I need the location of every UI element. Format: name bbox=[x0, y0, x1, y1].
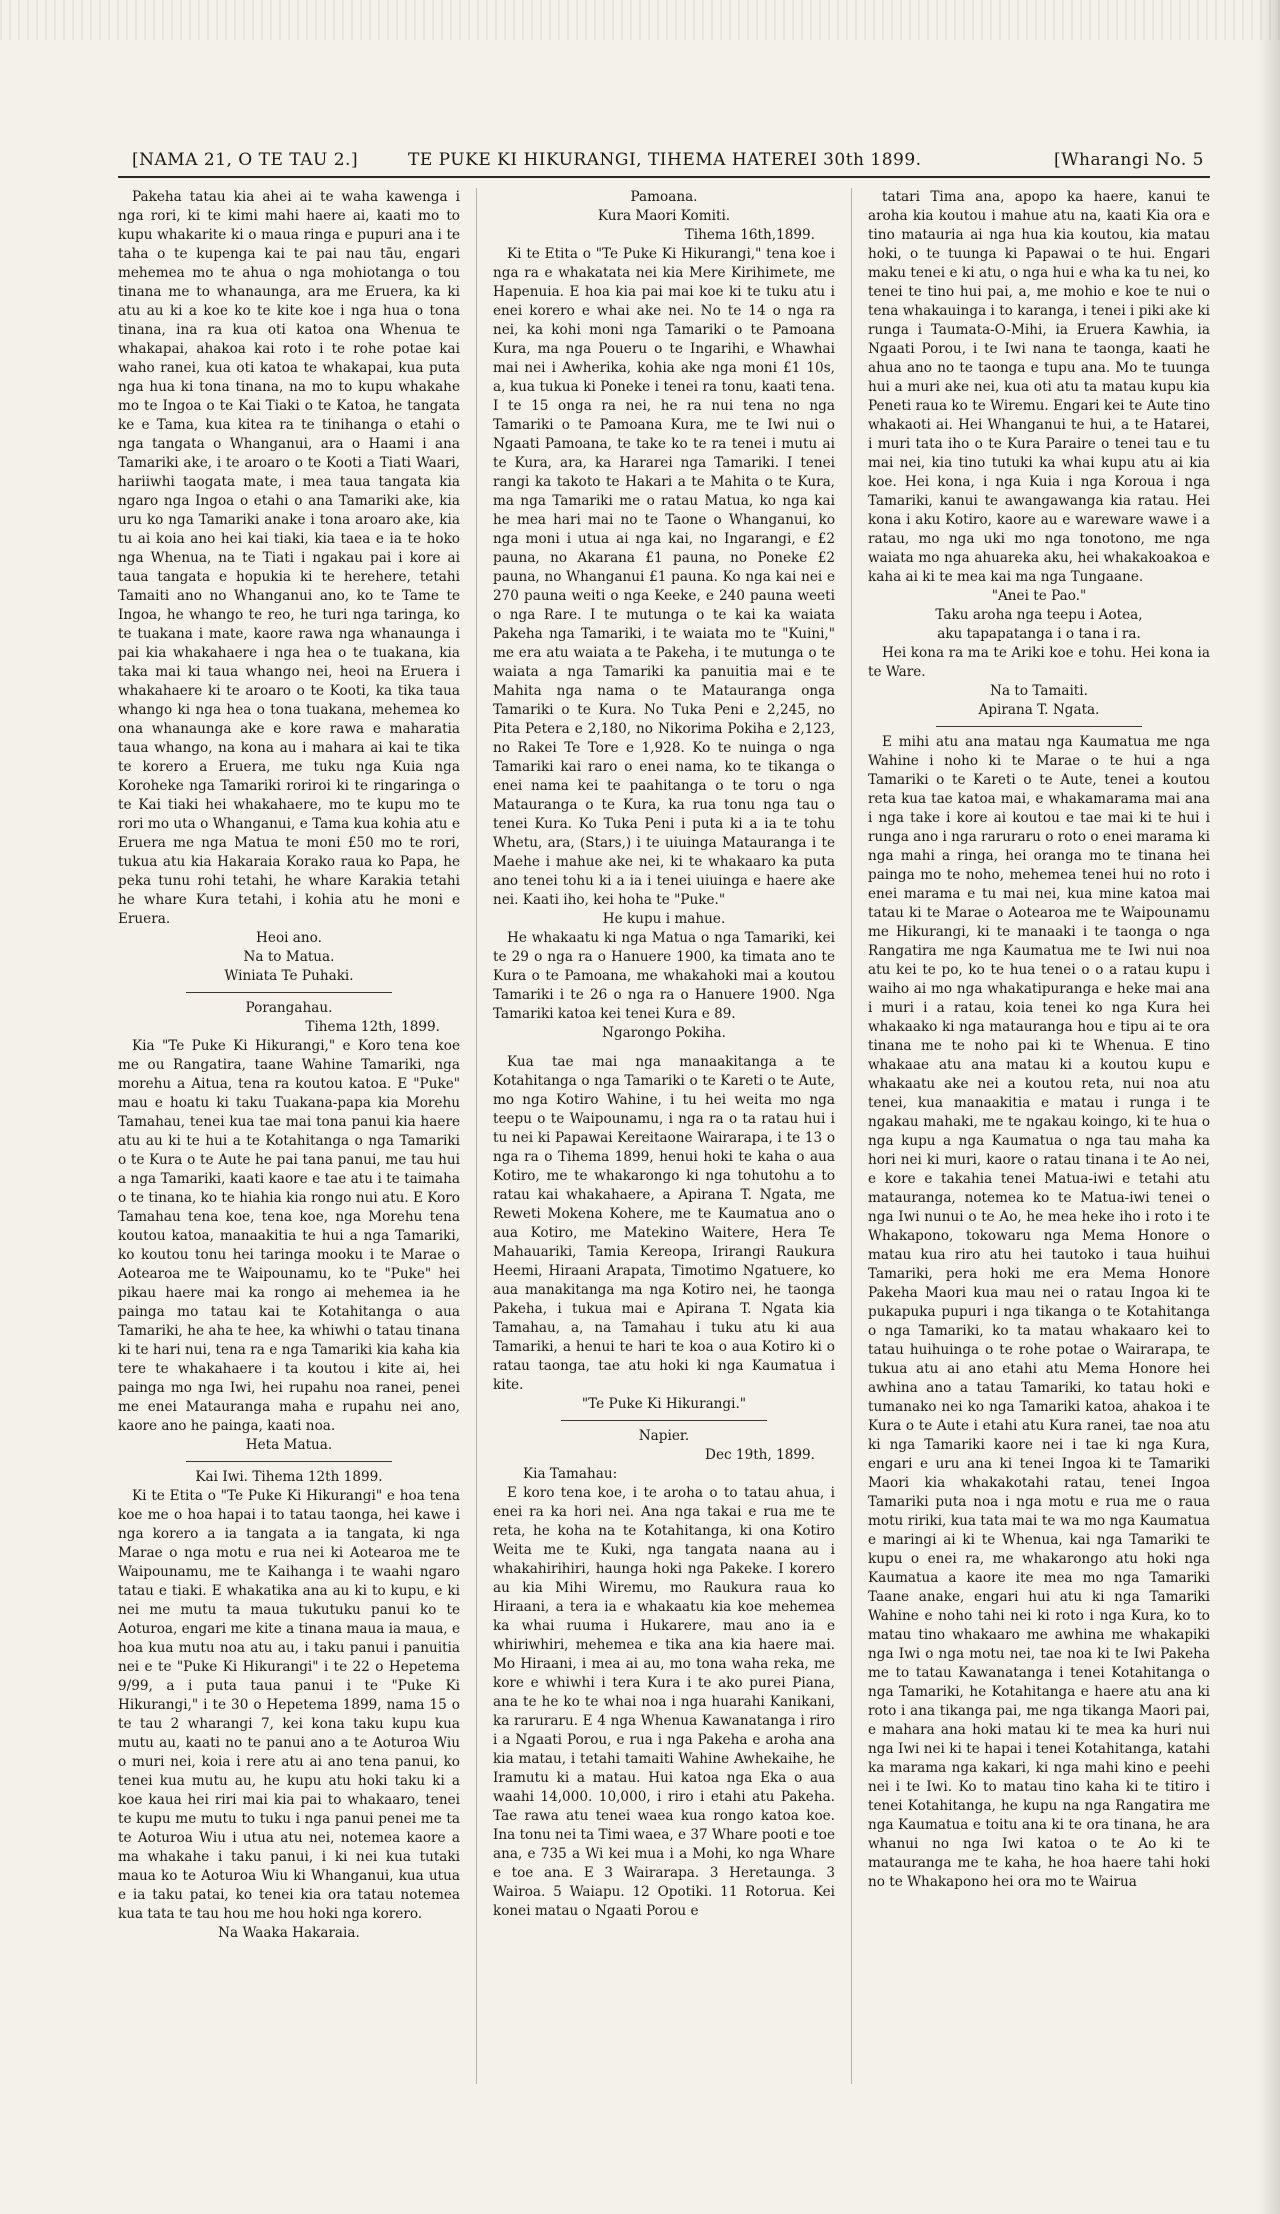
page-number: [Wharangi No. 5 bbox=[1053, 150, 1204, 170]
signoff: Na to Tamaiti. bbox=[990, 683, 1088, 699]
letter-heading: Pamoana. bbox=[630, 189, 698, 205]
page-edge-shadow bbox=[1258, 0, 1280, 2214]
letter-paragraph: Hei kona ra ma te Ariki koe e tohu. Hei kona ia te Ware. bbox=[868, 645, 1210, 680]
letter-heading: Napier. bbox=[638, 1428, 690, 1444]
letter-paragraph: He whakaatu ki nga Matua o nga Tamariki, kei te 29 o nga ra o Hanuere 1900, ka timata ano te Kura o te Pamoana, me whakahoki mai a koutou Tamariki i te 26 o nga ra o Hanuere 1900. Nga Tamariki katoa kei tenei Kura e 89. bbox=[493, 930, 835, 1022]
column-3 bbox=[868, 188, 1210, 2084]
divider-rule bbox=[186, 992, 391, 993]
signature: "Te Puke Ki Hikurangi." bbox=[581, 1396, 747, 1412]
column-1 bbox=[118, 188, 460, 2084]
signature: Na Waaka Hakaraia. bbox=[218, 1925, 360, 1941]
letter-heading: Kai Iwi. Tihema 12th 1899. bbox=[195, 1469, 383, 1485]
column-2 bbox=[493, 188, 835, 2084]
song-line: Taku aroha nga teepu i Aotea, bbox=[935, 607, 1143, 623]
signature: Heta Matua. bbox=[245, 1437, 333, 1453]
signoff: Na to Matua. bbox=[243, 949, 335, 965]
salutation: Kia Tamahau: bbox=[523, 1466, 618, 1482]
signoff: Heoi ano. bbox=[256, 930, 322, 946]
letter-paragraph: Ki te Etita o "Te Puke Ki Hikurangi" e hoa tena koe me o hoa hapai i to tatau taonga, hei kawe i nga korero a ia tangata a ia tangata, ki nga Marae o nga motu e rua nei ki Aotearoa me te Waipounamu, me te Kaihanga i te waahi ngaro tatau e tiaki. E whakatika ana au ki to kupu, e ki nei me mutu ta maua tukutuku panui ko te Aoturoa, engari me kite a tinana maua ia maua, e hoa kua mutu noa atu au, i taku panui i panuitia nei e te "Puke Ki Hikurangi" i te 22 o Hepetema 9/99, a i puta taua panui i te "Puke Ki Hikurangi," i te 30 o Hepetema 1899, nama 15 o te tau 2 wharangi 7, kei kona taku kupu kua mutu au, kaati no te panui ano a te Aoturoa Wiu o muri nei, koia i rere atu ai ano tena panui, ko tenei kua mutu au, he kupu atu hoki taku ki a koe kaua hei riri mai kia pai to whakaaro, tenei te kupu me mutu to tuku i nga panui penei me ta te Aoturoa Wiu i utua atu nei, notemea kaore a ma whakahe i taku panui, i ki nei kua tutaki maua ko te Aoturoa Wiu ki Whanganui, kua utua e ia taku patai, ko tenei kia ora tatau notemea kua tata te tau hou me hou hoki nga korero. bbox=[118, 1488, 460, 1922]
letter-date: Dec 19th, 1899. bbox=[705, 1447, 815, 1463]
letter-heading: Porangahau. bbox=[245, 1000, 333, 1016]
page-header bbox=[118, 146, 1210, 178]
letter-paragraph: Kia "Te Puke Ki Hikurangi," e Koro tena koe me ou Rangatira, taane Wahine Tamariki, nga morehu a Aitua, tena ra koutou katoa. E "Puke" mau e hoatu ki taku Tuakana-papa kia Morehu Tamahau, tenei kua tae mai tona panui kia haere atu au ki te hui a te Kotahitanga o nga Tamariki o te Kura o te Aute he pai tana panui, me tau hui a nga Tamariki, kaati kaore e tae atu i te taimaha o te tinana, ko te hiahia kia rongo nui atu. E Koro Tamahau tena koe, tena koe, nga Morehu tena koutou katoa, manaakitia te hui a nga Tamariki, ko koutou tonu hei taringa mooku i te Marae o Aotearoa me te Waipounamu, ko te "Puke" hei pikau haere mai ka rongo ai mehemea ia he painga mo tatau kai te Kotahitanga o aua Tamariki, he aha te hee, ka whiwhi o tatau tinana ki te hari nui, tena ra e nga Tamariki kia kaha kia tere te whakahaere i ta koutou i kite ai, hei painga mo nga Iwi, hei rupahu noa ranei, penei me enei Matauranga maha e rupahu nei ano, kaore ano he painga, kaati noa. bbox=[118, 1038, 460, 1434]
column-divider bbox=[851, 188, 852, 2084]
masthead-title: TE PUKE KI HIKURANGI, TIHEMA HATEREI 30th 1899. bbox=[408, 150, 922, 170]
issue-number: [NAMA 21, O TE TAU 2.] bbox=[132, 150, 359, 170]
letter-subheading: Kura Maori Komiti. bbox=[597, 208, 731, 224]
letter-paragraph: Pakeha tatau kia ahei ai te waha kawenga i nga rori, ki te kimi mahi haere ai, kaati mo to kupu whakarite ki o maua ringa e pupuri ana i te taha o te kupenga kai te pai nau tāu, engari mehemea mo te ahua o nga mohiotanga o tou tinana me to whanaunga, ara me Eruera, ka ki atu au ki a koe ko te kite koe i nga hua o tona tinana, ina ra kua oti katoa ona Whenua te whakapai, ahakoa kai roto i te rohe potae kai waho ranei, kua oti katoa te whakapai, kua puta nga hua ki tona tinana, na mo to kupu whakahe mo te Ingoa o te Kai Tiaki o te Katoa, he tangata ke e Tama, kua kitea ra te tinihanga o etahi o nga tangata o Whanganui, ara o Haami i ana Tamariki ake, i te aroaro o te Kooti a Tiati Waari, hariiwhi taogata mate, i mea taua tangata kia ngaro nga Ingoa o etahi o ana Tamariki ake, kia uru ko nga Tamariki anake i tona aroaro ake, kia tu ai koia ano hei kai tiaki, kia taea e ia te hoko nga Whenua, na te Tiati i ngakau pai i kore ai taua tangata e hopukia ki te herehere, tetahi Tamaiti ano no Whanganui ano, ko te Tame te Ingoa, he whango te reo, he turi nga taringa, ko te tuakana i mate, kaore rawa nga whanaunga i pai kia whakahaere i nga hea o te tuakana, kia taka mai ki taua whango nei, heoi na Eruera i whakahaere ki te aroaro o te Kooti, ka tika taua whango ki nga hea o tona tuakana, mehemea ko ona whanaunga ake e kore rawa e maharatia taua whango, na kona au i mahara ai kai te tika te korero a Eruera, me tuku nga Kuia nga Koroheke nga Tamariki roriroi ki te ringaringa o te Kai tiaki hei whakahaere, mo te kupu mo te rori mo uta o Whanganui, e Tama kua kohia atu e Eruera me nga Matua te moni £50 mo te rori, tukua atu kia Hakaraia Korako raua ko Papa, he peka tunu rohi tetahi, he whare Karakia tetahi he whare Kura tetahi, i kohia atu he moni e Eruera. bbox=[118, 189, 460, 927]
section-heading: He kupu i mahue. bbox=[602, 911, 726, 927]
divider-rule bbox=[186, 1461, 391, 1462]
signature: Ngarongo Pokiha. bbox=[602, 1025, 726, 1041]
letter-paragraph: E koro tena koe, i te aroha o to tatau ahua, i enei ra ka hori nei. Ana nga takai e rua me te reta, he koha na te Kotahitanga, ki ona Kotiro Weita me te Kuki, nga tangata naana au i whakahirihiri, haunga hoki nga Pakeke. I korero au kia Mihi Wiremu, mo Raukura raua ko Hiraani, a tera ia e whakaatu kia koe mehemea ka whai ruuma i Hukarere, mau ano ia e whiriwhiri, mehemea e tika ana kia haere mai. Mo Hiraani, i mea ai au, mo tona waha reka, me kore e whiwhi i tera Kura i te ako purei Piana, ana te he ko te whai noa i nga huarahi Kanikani, ka raruraru. E 4 nga Whenua Kawanatanga i riro i a Ngaati Porou, e rua i nga Pakeha e aroha ana kia matau, i tetahi tamaiti Wahine Awhekaihe, he Iramutu ki a matau. Hui katoa nga Eka o aua waahi 14,000. 10,000, i riro i etahi atu Pakeha. Tae rawa atu tenei waea kua rongo katoa koe. Ina tonu nei ta Timi waea, e 37 Whare pooti e toe ana, e 735 a Wi kei mua i a Mohi, ko nga Whare e toe ana. E 3 Wairarapa. 3 Heretaunga. 3 Wairoa. 5 Waiapu. 12 Opotiki. 11 Rotorua. Kei konei matau o Ngaati Porou e bbox=[493, 1485, 835, 1919]
column-divider bbox=[476, 188, 477, 2084]
song-line: aku tapapatanga i o tana i ra. bbox=[937, 626, 1141, 642]
divider-rule bbox=[936, 726, 1141, 727]
letter-paragraph: Kua tae mai nga manaakitanga a te Kotahitanga o nga Tamariki o te Kareti o te Aute, mo nga Kotiro Wahine, i tu hei weita mo nga teepu o te Waipounamu, i nga ra o ta ratau hui i tu nei ki Papawai Kereitaone Wairarapa, i te 13 o nga ra o Tihema 1899, henui hoki te kaha o aua Kotiro, me te whakarongo ki nga tohutohu a to ratau kai whakahaere, a Apirana T. Ngata, me Reweti Mokena Kohere, me te Kaumatua ano o aua Kotiro, me Matekino Waitere, Hera Te Mahauariki, Tamia Kereopa, Irirangi Raukura Heemi, Hiraani Arapata, Timotimo Ngatuere, ko aua manakitanga ma nga Kotiro nei, he taonga Pakeha, i tukua mai e Apirana T. Ngata kia Tamahau, a, na Tamahau i tuku atu ki aua Tamariki, a henui te hari te koa o aua Kotiro ki o ratau taonga, tae atu hoki ki nga Kaumatua i kite. bbox=[493, 1054, 835, 1393]
letter-paragraph: E mihi atu ana matau nga Kaumatua me nga Wahine i noho ki te Marae o te hui a nga Tamariki o te Kareti o te Aute, tenei a koutou reta kua tae katoa mai, e whakamarama mai ana i nga take i kore ai koutou e tae mai ki te hui i runga ano i nga raruraru o roto o enei marama ki nga mahi a ringa, hei oranga mo te tinana hei painga mo te noho, mehemea tenei hui no roto i enei marama e tu mai nei, kua mine katoa mai tatau ki te Marae o Aotearoa me te Waipounamu me Hikurangi, ki te manaaki i te taonga o nga Rangatira me nga Kaumatua me te Iwi nui noa atu kei te po, ko te hua tenei o o a ratau kupu i waiho ai mo nga whakatipuranga e heke mai ana i muri i a ratau, koia tenei ko nga Kura hei whakaako ki nga matauranga hou e tipu ai te ora tinana me te noho pai ki te Whenua. E tino whakaae atu ana matau ki a koutou kupu e whakaatu ake nei a koutou reta, nui noa atu tenei, kua manaakitia e matau i runga i te ngakau mahaki, me te ngakau koingo, ki te hua o nga kupu a nga Kaumatua o nga tau maha ka hori nei ki muri, kaore o ratau tinana i te Ao nei, e kore e takahia tenei Matua-iwi e tetahi atu matauranga, notemea ko te Matua-iwi tenei o nga Iwi nunui o te Ao, he mea heke iho i roto i te Whakapono, tokowaru nga Mema Honore o matau kua riro atu hei tautoko i taua huihui Tamariki, pera hoki me era Mema Honore Pakeha Maori kua mau nei o ratau Ingoa ki te pukapuka pupuri i nga tikanga o te Kotahitanga o nga Tamariki, ko ta matau whakaaro kei to tatau huihuinga o te rohe potae o Wairarapa, te tukua atu ai ano etahi atu Mema Honore hei awhina ano a tatau Tamariki, ko tatau hoki e tumanako nei ko nga Tamariki katoa, ahakoa i te Kura o te Aute i etahi atu Kura ranei, tae noa atu ki nga Tamariki kaore nei i tae ki nga Kura, engari e uru ana ki tenei Ingoa ki te Tamariki Maori kia whakakotahi ratau, tenei Ingoa Tamariki puta noa i nga motu e rua me o raua motu ririki, kua tata mai te wa mo nga Kaumatua e maringi ai ki te Whenua, kai nga Tamariki te kupu o enei ra, me whakarongo atu hoki nga Kaumatua a kaore ite mea mo nga Tamariki Taane anake, engari hui atu ki nga Tamariki Wahine e noho tahi nei ki roto i nga Kura, ko to matau tino whakaaro me awhina me whakapiki nga Iwi o nga motu nei, tae noa ki te Iwi Pakeha me to tatau Kawanatanga i tenei Kotahitanga o nga Tamariki, he Kotahitanga e haere atu ana ki roto i ana tikanga pai, me nga tikanga Maori pai, e mahara ana hoki matau ki te mea ka huri nui nga Iwi nei ki te hapai i tenei Kotahitanga, katahi ka marama nga kakari, ki nga mahi kino e peehi nei i te Iwi. Ko to matau tino kaha ki te titiro i tenei Kotahitanga, he kupu na nga Rangatira me nga Kaumatua e toitu ana ki te ora tinana, he ara whanui no nga Iwi katoa o te Ao ki te matauranga me te kaha, he hoa haere tahi hoki no te Whakapono hei ora mo te Wairua bbox=[868, 734, 1210, 1890]
signature: Apirana T. Ngata. bbox=[978, 702, 1100, 718]
signature: Winiata Te Puhaki. bbox=[224, 968, 354, 984]
spacer bbox=[493, 1043, 835, 1053]
letter-date: Tihema 12th, 1899. bbox=[305, 1019, 440, 1035]
divider-rule bbox=[561, 1420, 766, 1421]
letter-date: Tihema 16th,1899. bbox=[684, 227, 815, 243]
song-title: "Anei te Pao." bbox=[991, 588, 1087, 604]
letter-paragraph: Ki te Etita o "Te Puke Ki Hikurangi," tena koe i nga ra e whakatata nei kia Mere Kirihimete, me Hapenuia. E hoa kia pai mai koe ki te tuku atu i enei korero e whai ake nei. No te 14 o nga ra nei, ka kohi moni nga Tamariki o te Pamoana Kura, ma nga Poueru o te Ingarihi, e Whawhai mai nei i Awherika, kohia ake nga moni £1 10s, a, kua tukua ki Poneke i tenei ra tonu, kaati tena. I te 15 onga ra nei, he ra nui tena no nga Tamariki o te Pamoana Kura, me te Iwi nui o Ngaati Pamoana, te take ko te ra tenei i mutu ai te Kura, ara, ka Hararei nga Tamariki. I tenei rangi ka takoto te Hakari a te Mahita o te Kura, ma nga Tamariki me o ratau Matua, ko nga kai he mea hari mai no te Taone o Whanganui, ko nga moni i utua ai nga kai, no Ingarangi, e £2 pauna, no Akarana £1 pauna, no Poneke £2 pauna, no Whanganui £1 pauna. Ko nga kai nei e 270 pauna weiti o nga Keeke, e 240 pauna weeti o nga Rare. I te mutunga o te kai ka waiata Pakeha nga Tamariki, i te waiata mo te "Kuini," me era atu waiata a te Pakeha, i te mutunga o te waiata a nga Tamariki ka panuitia mai e te Mahita nga nama o te Matauranga onga Tamariki o te Kura. No Tuka Peni e 2,245, no Pita Petera e 2,180, no Nikorima Pokiha e 2,123, no Rakei Te Tore e 1,928. Ko te nuinga o nga Tamariki kai raro o enei nama, ko te tikanga o enei nama kei te paahitanga o te toru o nga Matauranga o te Kura, ka rua tonu nga tau o tenei Kura. Ko Tuka Peni i puta ki a ia te tohu Whetu, ara, (Stars,) i te uiuinga Matauranga i te Maehe i mahue ake nei, ki te whakaaro ka puta ano tenei tohu ki a ia i tenei uiuinga e haere ake nei. Kaati iho, kei hoha te "Puke." bbox=[493, 246, 835, 908]
page-speckle bbox=[0, 0, 1280, 40]
letter-paragraph: tatari Tima ana, apopo ka haere, kanui te aroha kia koutou i mahue atu na, kaati Kia ora e tino matauria ai nga hua kia koutou, kia matau hoki, o te tuunga ki Papawai o te hui. Engari maku tenei e ki atu, o nga hui e wha ka tu nei, ko tenei te tino hui pai, a, me mohio e koe te nui o tena whakauinga i to karanga, i tenei i piki ake ki runga i Taumata-O-Mihi, ia Eruera Kawhia, ia Ngaati Porou, i te Iwi nana te taonga, kaati he ahua ano no te taonga e tupu ana. Mo te tuunga hui a muri ake nei, kua oti atu ta matau kupu kia Peneti raua ko te Wiremu. Engari kei te Aute tino whakaoti ai. Hei Whanganui te hui, a te Hatarei, i muri tata iho o te Kura Paraire o tenei tau e tu mai nei, kia tino tutuki ka whai kupu atu ai kia koe. Hei kona, i nga Kuia i nga Koroua i nga Tamariki, kanui te awangawanga kia ratau. Hei kona i aku Kotiro, kaore au e wareware wawe i a ratau, mo nga uki mo nga tonotono, me nga waiata mo nga ahuareka aku, hei whakakoakoa e kaha ai ki te mea kai ma nga Tungaane. bbox=[868, 189, 1210, 585]
text-columns bbox=[118, 188, 1210, 2084]
